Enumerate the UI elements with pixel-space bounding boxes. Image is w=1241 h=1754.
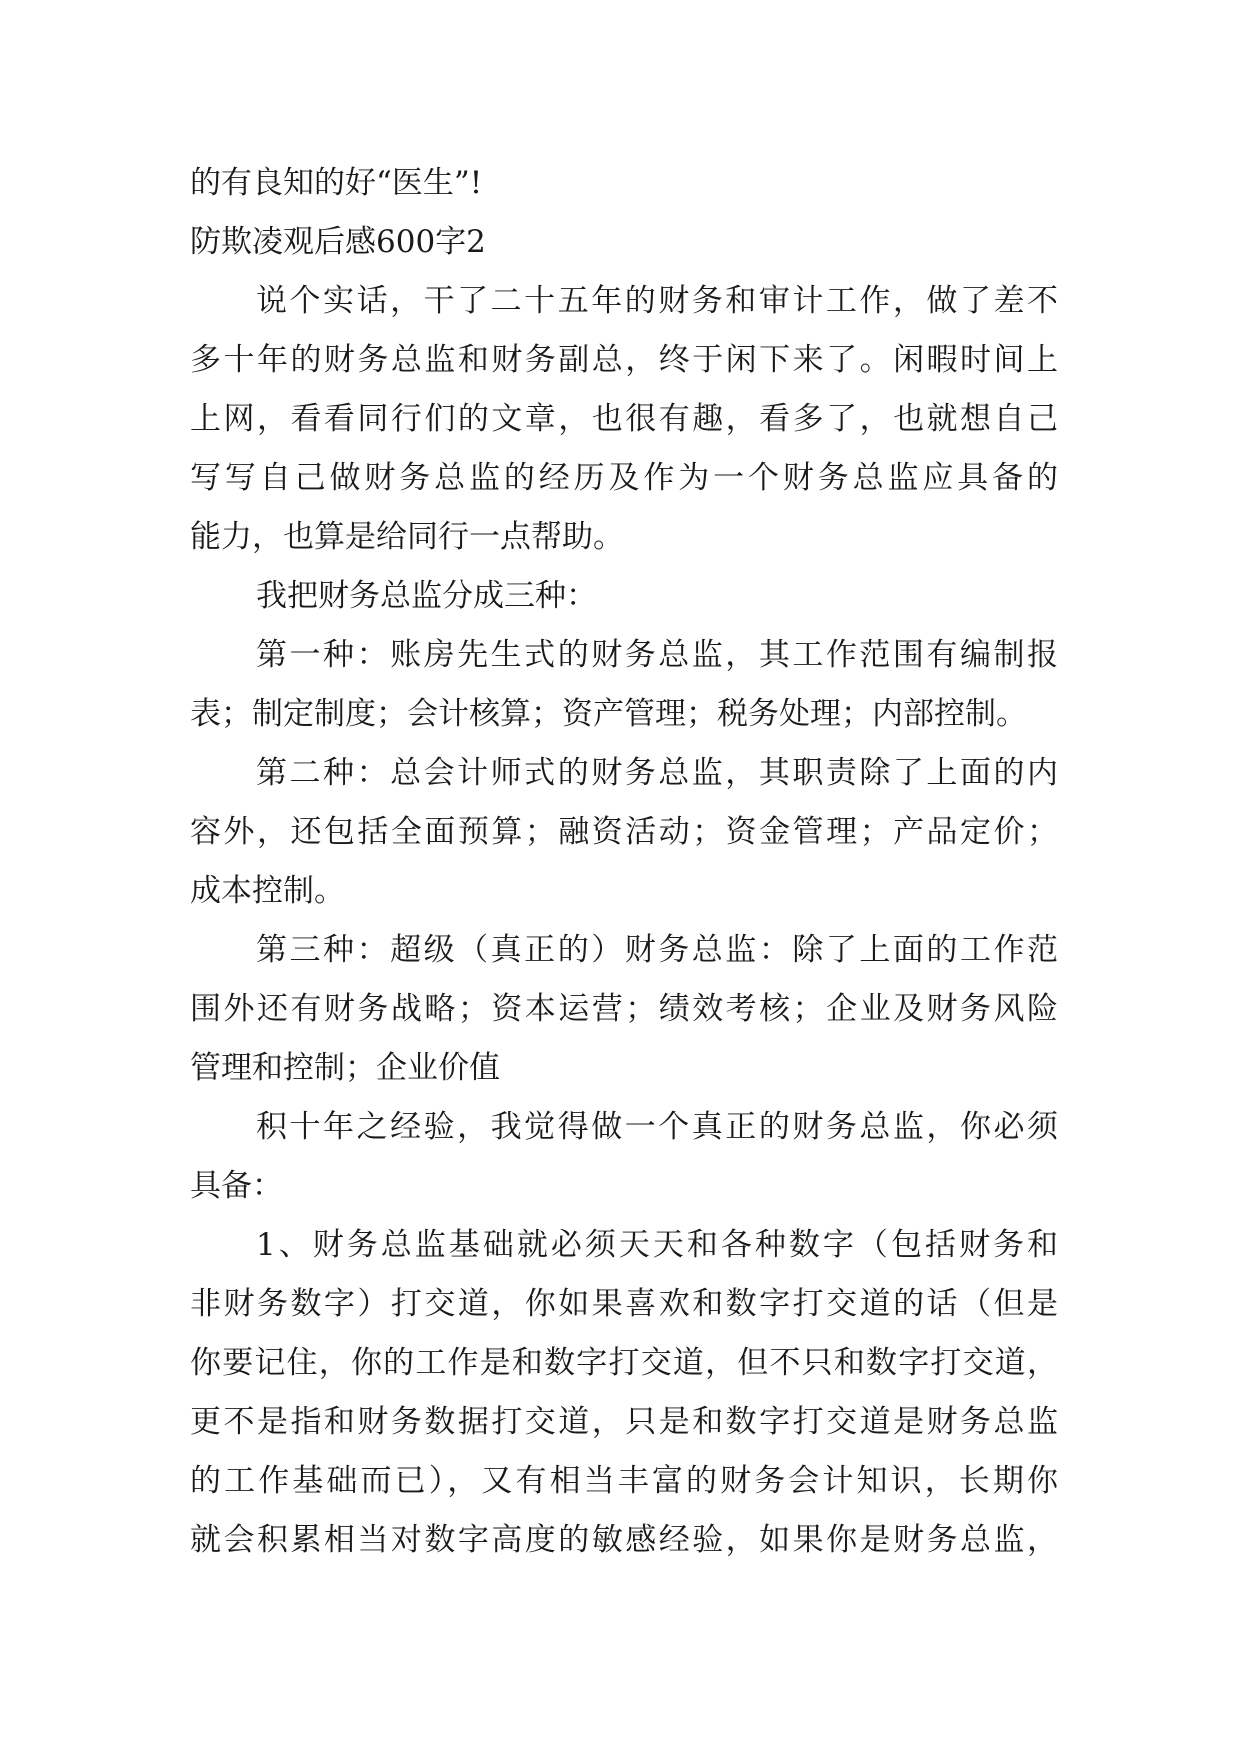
text-line: 防欺凌观后感600字2 xyxy=(190,224,486,260)
text-line: 你要记住，你的工作是和数字打交道，但不只和数字打交道， xyxy=(190,1345,1058,1381)
text-line: 第一种：账房先生式的财务总监，其工作范围有编制报 xyxy=(256,637,1058,673)
text-line: 写写自己做财务总监的经历及作为一个财务总监应具备的 xyxy=(190,460,1058,496)
text-line: 具备： xyxy=(190,1168,283,1204)
text-line: 能力，也算是给同行一点帮助。 xyxy=(190,519,624,555)
text-line: 的工作基础而已），又有相当丰富的财务会计知识，长期你 xyxy=(190,1463,1058,1499)
text-line: 说个实话，干了二十五年的财务和审计工作，做了差不 xyxy=(256,283,1058,319)
text-line: 管理和控制；企业价值 xyxy=(190,1050,500,1086)
text-line: 第三种：超级（真正的）财务总监：除了上面的工作范 xyxy=(256,932,1058,968)
text-line: 1、财务总监基础就必须天天和各种数字（包括财务和 xyxy=(256,1227,1058,1263)
text-line: 容外，还包括全面预算；融资活动；资金管理；产品定价； xyxy=(190,814,1058,850)
text-line: 第二种：总会计师式的财务总监，其职责除了上面的内 xyxy=(256,755,1058,791)
text-line: 我把财务总监分成三种： xyxy=(256,578,597,614)
text-line: 就会积累相当对数字高度的敏感经验，如果你是财务总监， xyxy=(190,1522,1058,1558)
text-line: 更不是指和财务数据打交道，只是和数字打交道是财务总监 xyxy=(190,1404,1058,1440)
text-line: 多十年的财务总监和财务副总，终于闲下来了。闲暇时间上 xyxy=(190,342,1058,378)
text-line: 上网，看看同行们的文章，也很有趣，看多了，也就想自己 xyxy=(190,401,1058,437)
body-text xyxy=(190,160,1058,1576)
text-line: 非财务数字）打交道，你如果喜欢和数字打交道的话（但是 xyxy=(190,1286,1058,1322)
text-line: 积十年之经验，我觉得做一个真正的财务总监，你必须 xyxy=(256,1109,1058,1145)
text-line: 成本控制。 xyxy=(190,873,345,909)
text-line: 的有良知的好“医生”! xyxy=(190,165,483,201)
text-line: 围外还有财务战略；资本运营；绩效考核；企业及财务风险 xyxy=(190,991,1058,1027)
text-line: 表；制定制度；会计核算；资产管理；税务处理；内部控制。 xyxy=(190,696,1027,732)
